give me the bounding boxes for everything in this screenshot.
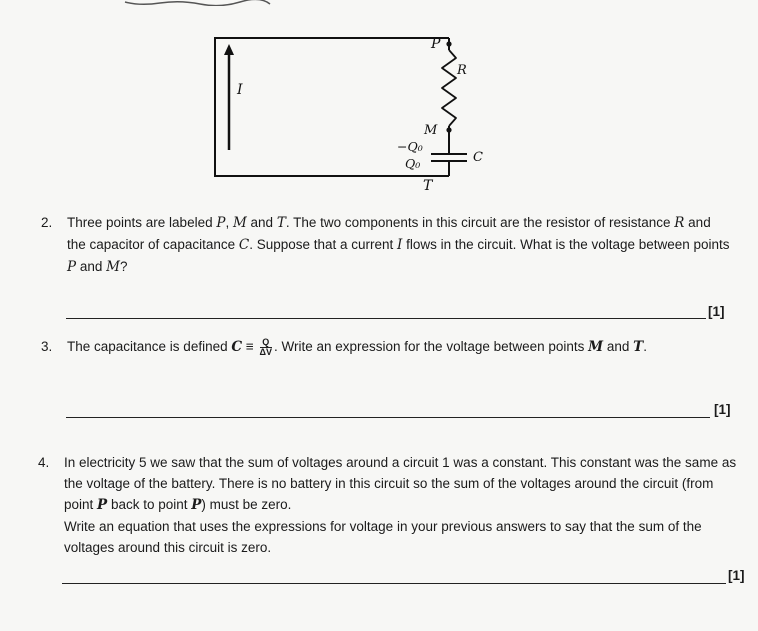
label-Q: Q₀ <box>405 156 421 171</box>
label-C: C <box>473 150 483 165</box>
question-2-number: 2. <box>41 215 53 230</box>
label-P: P <box>431 36 441 52</box>
question-4-text: In electricity 5 we saw that the sum of voltages around a circuit 1 was a constant. This constant was the same as the voltage of the battery. There is no battery in this circuit so the sum of the voltages around the circuit (from point P back to point P) must be zero. Write an equation that uses the expressions for voltage in your previous answers to say that the sum of the voltages around this circuit is zero. <box>64 455 737 555</box>
question-3-text: The capacitance is defined C ≡ $\frac{Q}{\Delta V}$ . Write an expression for the voltage between points M and T. <box>67 336 647 357</box>
node-P-dot <box>446 41 451 46</box>
rc-circuit-diagram <box>205 28 495 198</box>
label-M: M <box>424 123 438 138</box>
question-2-text: Three points are labeled P, M and T. The two components in this circuit are the resistor of resistance R and the capacitor of capacitance C. Suppose that a current I flows in the circuit. What is the voltage between points P and M? <box>67 215 730 275</box>
answer-line-q4[interactable] <box>62 583 726 584</box>
mark-q3: [1] <box>714 402 731 417</box>
answer-line-q2[interactable] <box>66 318 706 319</box>
current-arrow-head <box>224 44 234 55</box>
label-R: R <box>457 63 467 78</box>
node-M-dot <box>446 127 451 132</box>
resistor-zigzag <box>442 50 456 126</box>
question-3-number: 3. <box>41 339 53 354</box>
mark-q4: [1] <box>728 568 745 583</box>
answer-line-q3[interactable] <box>66 417 710 418</box>
label-T: T <box>423 178 433 194</box>
mark-q2: [1] <box>708 304 725 319</box>
capacitance-fraction: $\frac{Q}{\Delta V}$ <box>259 336 272 357</box>
label-I: I <box>237 82 243 98</box>
label-neg-Q: −Q₀ <box>397 139 423 154</box>
cropped-top-text <box>120 0 280 6</box>
question-4-number: 4. <box>38 455 50 470</box>
